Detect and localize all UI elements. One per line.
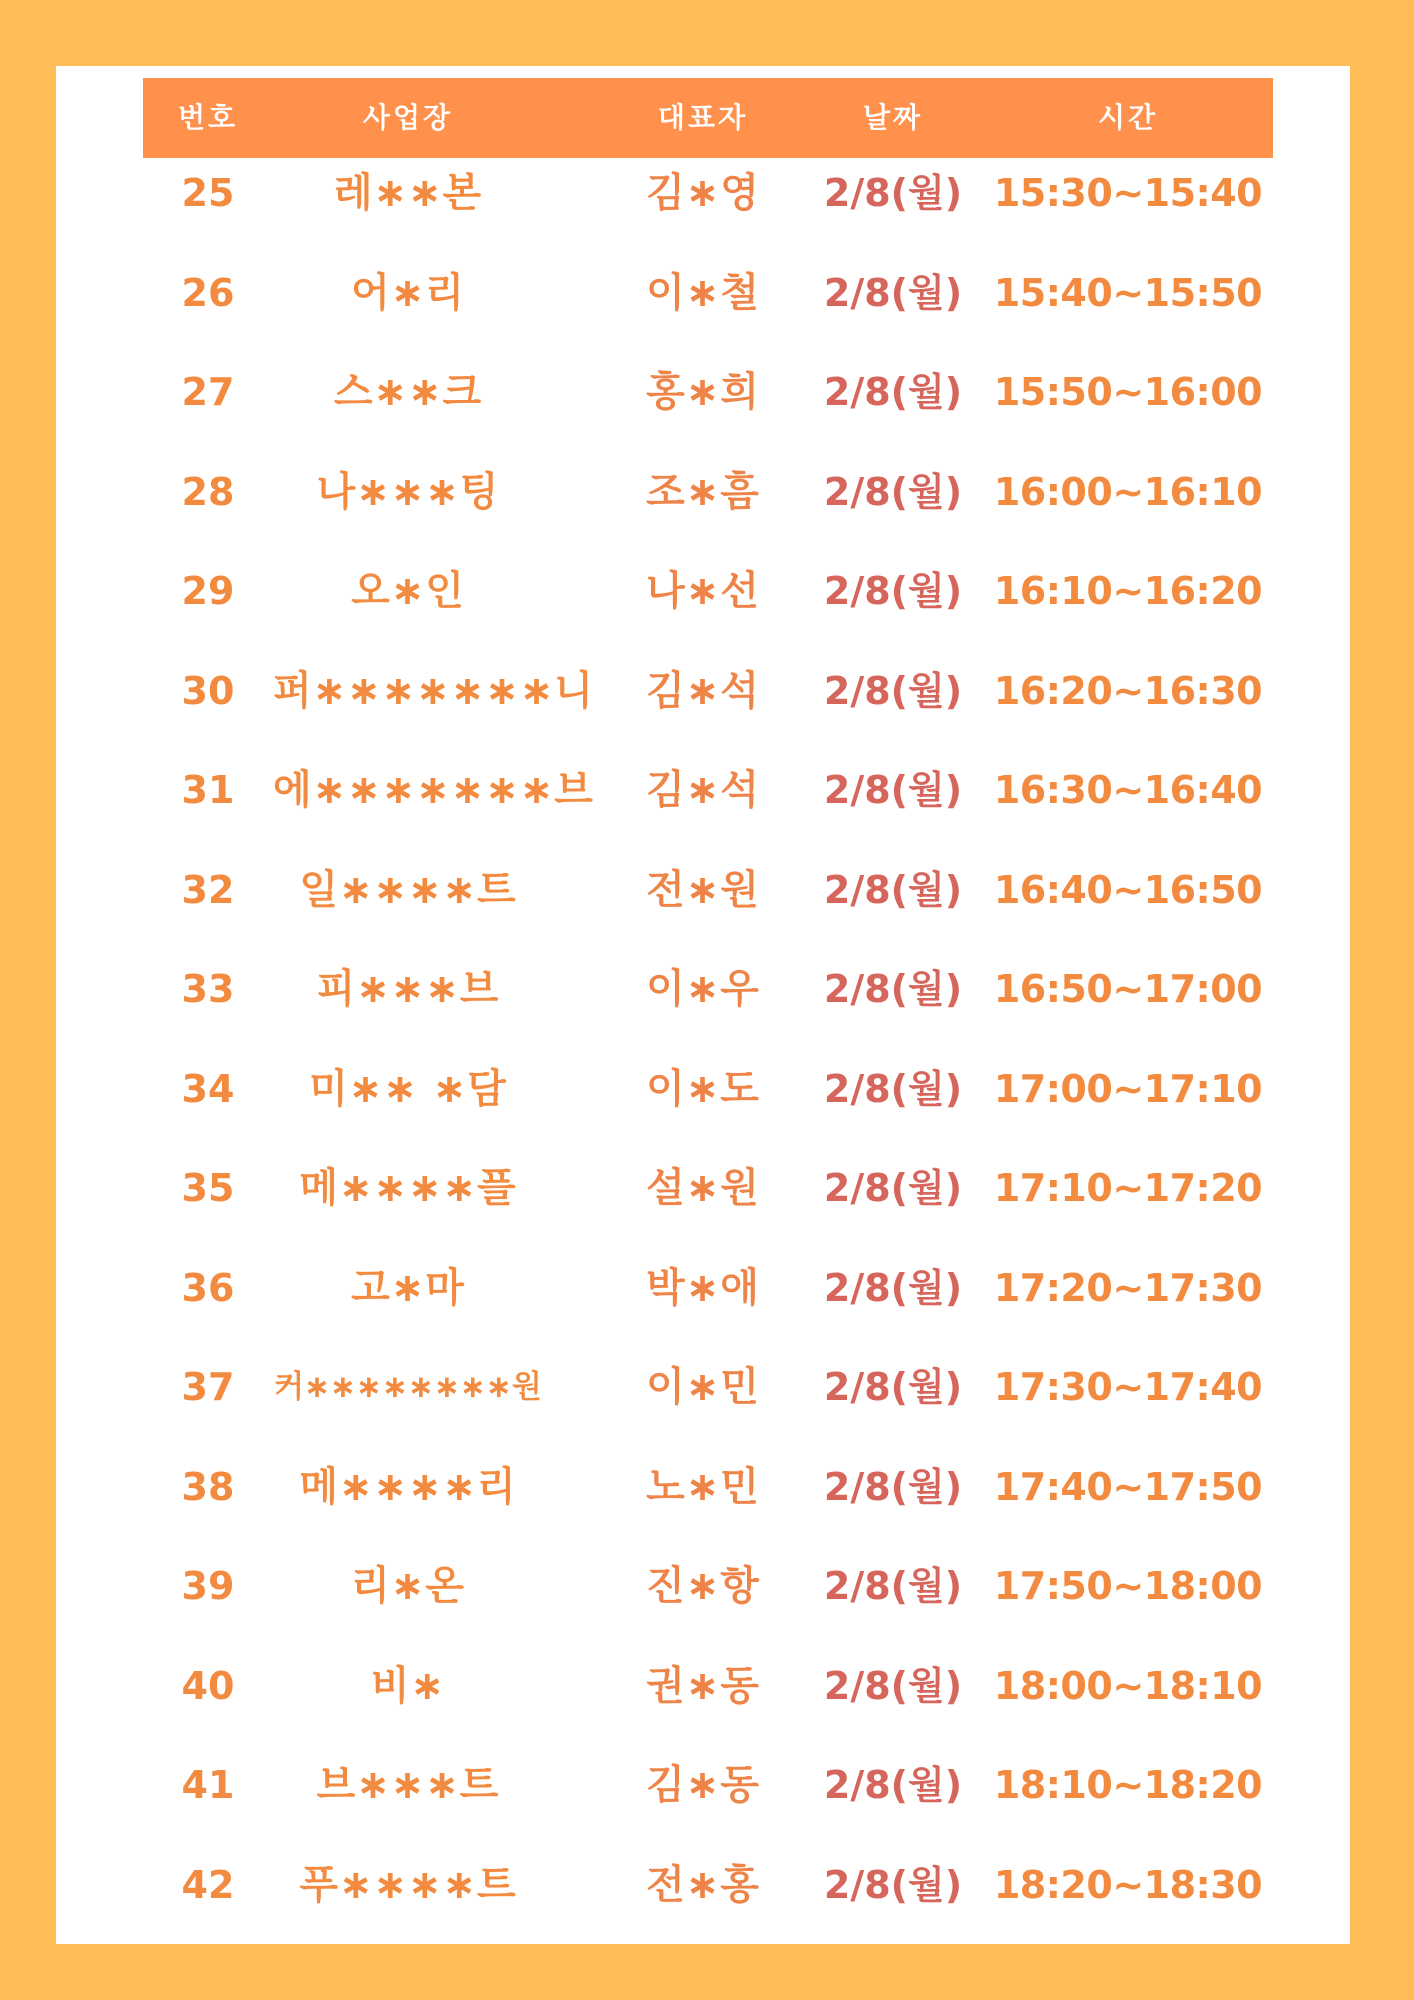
table-row [143,357,1273,457]
representative-name: 이∗민 [646,1364,760,1410]
header-no: 번호 [177,101,239,134]
table-body [143,158,1273,1949]
date-cell: 2/8(월) [823,1464,963,1509]
row-number: 42 [181,1862,235,1907]
table-row [143,158,1273,258]
time-slot: 17:00~17:10 [993,1066,1263,1111]
row-number: 38 [181,1464,235,1509]
business-name: 메∗∗∗∗리 [299,1463,517,1510]
table-row [143,1054,1273,1154]
representative-name: 진∗항 [646,1563,760,1609]
row-number: 25 [181,171,235,215]
representative-name: 조∗흠 [646,468,760,515]
row-number: 26 [181,270,235,315]
table-row [143,855,1273,955]
business-name: 비∗ [370,1662,446,1709]
time-slot: 16:50~17:00 [993,967,1263,1011]
row-number: 35 [181,1166,235,1210]
row-number: 31 [181,768,235,812]
date-cell: 2/8(월) [823,967,963,1011]
time-slot: 16:10~16:20 [993,569,1263,613]
table-row [143,1153,1273,1253]
row-number: 36 [181,1265,235,1310]
business-name: 미∗∗ ∗담 [309,1065,507,1112]
business-name: 고∗마 [351,1264,465,1311]
representative-name: 김∗석 [646,667,760,714]
representative-name: 전∗원 [646,866,760,913]
date-cell: 2/8(월) [823,1663,963,1708]
representative-name: 이∗도 [646,1065,760,1112]
representative-name: 김∗동 [646,1762,760,1808]
table-row [143,1651,1273,1751]
time-slot: 17:30~17:40 [993,1365,1263,1409]
table-row [143,1352,1273,1452]
table-row [143,656,1273,756]
table-row [143,457,1273,557]
table-row [143,1551,1273,1651]
table-row [143,954,1273,1054]
time-slot: 18:10~18:20 [993,1763,1263,1807]
representative-name: 권∗동 [646,1662,760,1709]
time-slot: 15:40~15:50 [993,270,1263,315]
date-cell: 2/8(월) [823,1066,963,1111]
business-name: 푸∗∗∗∗트 [299,1861,517,1908]
row-number: 40 [181,1663,235,1708]
row-number: 30 [181,668,235,713]
row-number: 37 [181,1365,235,1409]
row-number: 32 [181,867,235,912]
date-cell: 2/8(월) [823,1763,963,1807]
table-row [143,755,1273,855]
date-cell: 2/8(월) [823,469,963,514]
time-slot: 16:00~16:10 [993,469,1263,514]
row-number: 33 [181,967,235,1011]
business-name: 오∗인 [351,568,465,614]
date-cell: 2/8(월) [823,270,963,315]
time-slot: 17:10~17:20 [993,1166,1263,1210]
business-name: 메∗∗∗∗플 [299,1165,517,1211]
time-slot: 17:50~18:00 [993,1564,1263,1608]
business-name: 일∗∗∗∗트 [299,866,517,913]
header-business: 사업장 [362,101,454,134]
table-row [143,258,1273,358]
table-row [143,1850,1273,1950]
business-name: 나∗∗∗팅 [316,468,500,515]
header-representative: 대표자 [657,101,749,134]
time-slot: 15:50~16:00 [993,370,1263,414]
header-date: 날짜 [862,101,924,134]
date-cell: 2/8(월) [823,1862,963,1907]
date-cell: 2/8(월) [823,1365,963,1409]
date-cell: 2/8(월) [823,370,963,414]
business-name: 브∗∗∗트 [316,1762,500,1808]
representative-name: 김∗영 [646,170,760,216]
business-name: 퍼∗∗∗∗∗∗∗니 [273,667,594,714]
date-cell: 2/8(월) [823,1564,963,1608]
row-number: 39 [181,1564,235,1608]
time-slot: 18:20~18:30 [993,1862,1263,1907]
table-row [143,1750,1273,1850]
representative-name: 홍∗희 [646,369,760,415]
business-name: 커∗∗∗∗∗∗∗∗원 [274,1369,542,1405]
business-name: 스∗∗크 [333,369,483,415]
representative-name: 박∗애 [646,1264,760,1311]
header-time: 시간 [1097,101,1159,134]
business-name: 에∗∗∗∗∗∗∗브 [273,767,594,813]
row-number: 27 [181,370,235,414]
row-number: 28 [181,469,235,514]
time-slot: 16:40~16:50 [993,867,1263,912]
representative-name: 나∗선 [646,568,760,614]
time-slot: 15:30~15:40 [993,171,1263,215]
representative-name: 이∗철 [646,269,760,316]
business-name: 리∗온 [351,1563,465,1609]
business-name: 피∗∗∗브 [316,966,500,1012]
row-number: 41 [181,1763,235,1807]
representative-name: 노∗민 [646,1463,760,1510]
representative-name: 설∗원 [646,1165,760,1211]
representative-name: 전∗홍 [646,1861,760,1908]
time-slot: 16:20~16:30 [993,668,1263,713]
row-number: 29 [181,569,235,613]
time-slot: 17:20~17:30 [993,1265,1263,1310]
table-row [143,556,1273,656]
date-cell: 2/8(월) [823,668,963,713]
table-row [143,1452,1273,1552]
date-cell: 2/8(월) [823,569,963,613]
business-name: 레∗∗본 [333,170,483,216]
row-number: 34 [181,1066,235,1111]
table-row [143,1253,1273,1353]
business-name: 어∗리 [351,269,465,316]
table-header [143,78,1273,158]
date-cell: 2/8(월) [823,867,963,912]
time-slot: 16:30~16:40 [993,768,1263,812]
schedule-sheet [56,66,1350,1944]
representative-name: 김∗석 [646,767,760,813]
date-cell: 2/8(월) [823,768,963,812]
date-cell: 2/8(월) [823,1166,963,1210]
date-cell: 2/8(월) [823,1265,963,1310]
representative-name: 이∗우 [646,966,760,1012]
time-slot: 17:40~17:50 [993,1464,1263,1509]
time-slot: 18:00~18:10 [993,1663,1263,1708]
date-cell: 2/8(월) [823,171,963,215]
